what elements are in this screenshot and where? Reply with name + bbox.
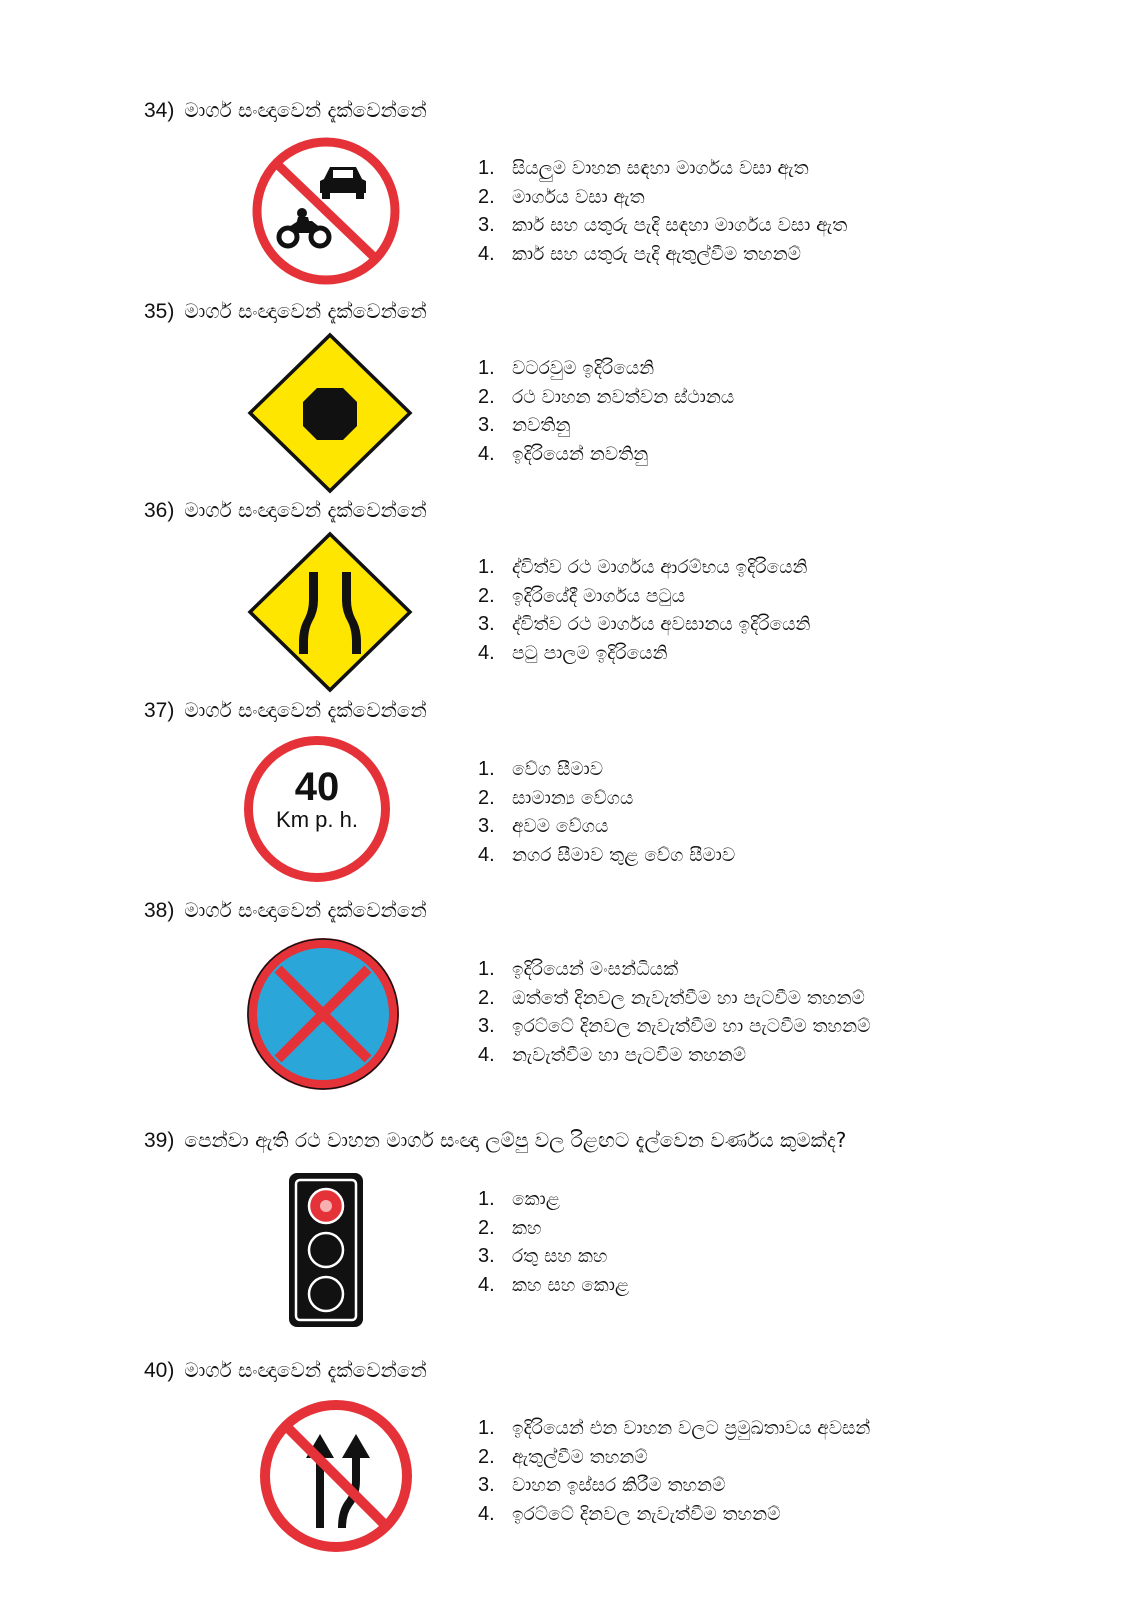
option[interactable]: 2. සාමාන්‍ය වේගය <box>478 786 634 809</box>
option[interactable]: 2. ඉදිරියේදී මාර්ගය පටුය <box>478 584 686 607</box>
option[interactable]: 2. රථ වාහන නවත්වන ස්ථානය <box>478 385 735 408</box>
option[interactable]: 4. කහ සහ කොළ <box>478 1273 630 1296</box>
option[interactable]: 3. රතු සහ කහ <box>478 1245 608 1267</box>
option[interactable]: 1. ඉදිරියෙන් මංසන්ධියක් <box>478 958 679 980</box>
question-number: 38) <box>144 899 175 922</box>
option[interactable]: 1. සියලුම වාහන සඳහා මාර්ගය වසා ඇත <box>478 157 809 179</box>
question-text: මාර්ග සංඥාවෙන් දැක්වෙන්නේ <box>184 98 427 122</box>
option[interactable]: 2. මාර්ගය වසා ඇත <box>478 185 645 208</box>
option[interactable]: 1. කොළ <box>478 1188 560 1210</box>
option[interactable]: 2. ඔත්තේ දිනවල නැවැත්වීම හා පැටවීම තහනම් <box>478 986 865 1009</box>
question-36-title <box>144 498 427 523</box>
question-40-options <box>478 1414 870 1528</box>
question-34-title <box>144 98 427 123</box>
option[interactable]: 3. නවතිනු <box>478 414 571 436</box>
question-40-title <box>144 1358 427 1383</box>
question-number: 35) <box>144 300 175 323</box>
question-34-options <box>478 154 847 268</box>
question-text: මාර්ග සංඥාවෙන් දැක්වෙන්නේ <box>184 498 427 522</box>
question-36-options <box>478 553 810 667</box>
option[interactable]: 3. ඉරට්ටේ දිනවල නැවැත්වීම හා පැටවීම තහනම් <box>478 1015 871 1037</box>
question-number: 39) <box>144 1129 175 1152</box>
question-38-options <box>478 955 870 1069</box>
no-overtaking-sign-icon <box>256 1396 416 1556</box>
option[interactable]: 4. නැවැත්වීම හා පැටවීම තහනම් <box>478 1043 747 1066</box>
option[interactable]: 4. ඉරට්ටේ දිනවල නැවැත්වීම තහනම් <box>478 1502 781 1525</box>
no-stopping-sign-icon <box>246 937 400 1091</box>
question-number: 36) <box>144 499 175 522</box>
option[interactable]: 3. වාහන ඉස්සර කිරීම තහනම් <box>478 1474 726 1496</box>
option[interactable]: 1. ද්විත්ව රථ මාර්ගය ආරම්භය ඉදිරියෙනි <box>478 556 808 578</box>
speed-limit-unit: Km p. h. <box>276 807 358 832</box>
question-35-options <box>478 354 734 468</box>
question-text: පෙන්වා ඇති රථ වාහන මාර්ග සංඥා ලම්පු වල රිළඟට දැල්වෙන වර්ණය කුමක්ද? <box>184 1128 847 1152</box>
option[interactable]: 3. කාර් සහ යතුරු පැදි සඳහා මාර්ගය වසා ඇත <box>478 214 848 236</box>
question-38-title <box>144 898 427 923</box>
option[interactable]: 4. කාර් සහ යතුරු පැදි ඇතුල්වීම තහනම් <box>478 242 801 265</box>
question-37-title <box>144 698 427 723</box>
traffic-light-icon <box>286 1170 366 1330</box>
option[interactable]: 1. වේග සීමාව <box>478 758 603 780</box>
question-text: මාර්ග සංඥාවෙන් දැක්වෙන්නේ <box>184 299 427 323</box>
option[interactable]: 3. ද්විත්ව රථ මාර්ගය අවසානය ඉදිරියෙනි <box>478 613 811 635</box>
question-text: මාර්ග සංඥාවෙන් දැක්වෙන්නේ <box>184 698 427 722</box>
question-37-options <box>478 755 735 869</box>
option[interactable]: 1. ඉදිරියෙන් එන වාහන වලට ප්‍රමුඛතාවය අවසන් <box>478 1417 871 1439</box>
speed-limit-sign-icon <box>244 736 390 882</box>
option[interactable]: 4. පටු පාලම ඉදිරියෙනි <box>478 641 668 664</box>
question-35-title <box>144 299 427 324</box>
option[interactable]: 2. කහ <box>478 1216 542 1239</box>
question-text: මාර්ග සංඥාවෙන් දැක්වෙන්නේ <box>184 1358 427 1382</box>
question-number: 37) <box>144 699 175 722</box>
stop-ahead-sign-icon <box>246 331 414 495</box>
speed-limit-value: 40 <box>294 765 340 809</box>
question-39-options <box>478 1185 629 1299</box>
no-motor-vehicles-sign-icon <box>250 137 402 285</box>
option[interactable]: 1. වටරවුම ඉදිරියෙනි <box>478 357 655 379</box>
question-number: 40) <box>144 1359 175 1382</box>
option[interactable]: 3. අවම වේගය <box>478 815 609 837</box>
question-number: 34) <box>144 99 175 122</box>
option[interactable]: 4. ඉදිරියෙන් නවතිනු <box>478 442 649 465</box>
road-narrows-sign-icon <box>246 530 414 694</box>
question-text: මාර්ග සංඥාවෙන් දැක්වෙන්නේ <box>184 898 427 922</box>
question-39-title <box>144 1128 846 1153</box>
option[interactable]: 2. ඇතුල්වීම තහනම් <box>478 1445 648 1468</box>
option[interactable]: 4. නගර සීමාව තුළ වේග සීමාව <box>478 843 736 866</box>
